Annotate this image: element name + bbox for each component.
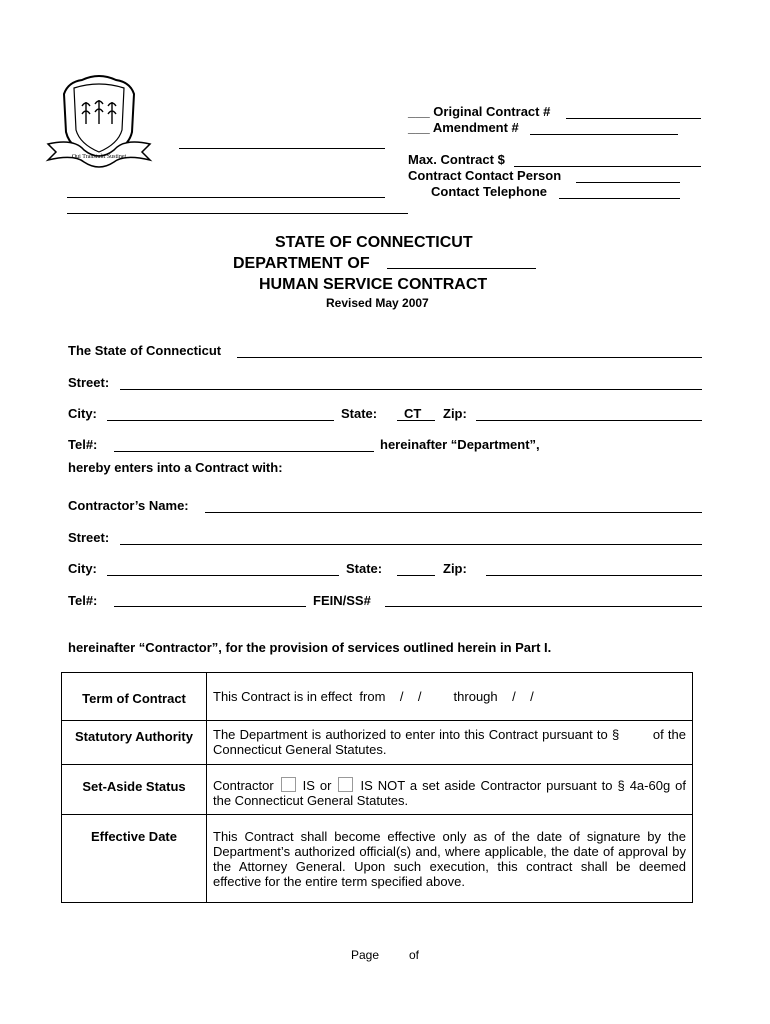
dept-street-field[interactable]	[120, 389, 702, 390]
contract-terms-table	[61, 672, 693, 903]
dept-zip-field[interactable]	[476, 420, 702, 421]
contractor-hereinafter: hereinafter “Contractor”, for the provision of services outlined herein in Part I.	[68, 640, 552, 655]
is-checkbox[interactable]	[281, 777, 296, 792]
statutory-value[interactable]: The Department is authorized to enter into this Contract pursuant to § of the Connecticut General Statutes.	[207, 721, 693, 765]
effective-date-label: Effective Date	[62, 815, 207, 903]
table-row	[62, 765, 693, 815]
contractor-name-label: Contractor’s Name:	[68, 498, 189, 513]
dept-tel-field[interactable]	[114, 451, 374, 452]
set-aside-label: Set-Aside Status	[62, 765, 207, 815]
svg-text:Qui Transtulit Sustinet: Qui Transtulit Sustinet	[71, 154, 127, 160]
dept-state-label: State:	[341, 406, 378, 421]
amendment-field[interactable]	[530, 134, 678, 135]
term-value[interactable]	[207, 673, 693, 721]
contractor-fein-label: FEIN/SS#	[313, 593, 371, 608]
contact-person-label: Contract Contact Person	[408, 168, 562, 183]
table-row	[62, 815, 693, 903]
term-through-text: through / /	[453, 689, 534, 704]
contractor-name-field[interactable]	[205, 512, 702, 513]
set-aside-is-not-text: IS NOT a set aside Contractor pursuant to § 4a-60g of the Connecticut General Statutes.	[213, 778, 686, 808]
term-from-text: This Contract is in effect from / /	[213, 689, 422, 704]
contractor-state-field[interactable]	[397, 575, 435, 576]
contractor-state-label: State:	[346, 561, 383, 576]
state-seal-icon	[44, 72, 154, 172]
contractor-tel-field[interactable]	[114, 606, 306, 607]
original-contract-field[interactable]	[566, 118, 701, 119]
contact-telephone-label: Contact Telephone	[431, 184, 548, 199]
contractor-city-field[interactable]	[107, 575, 339, 576]
contractor-tel-label: Tel#:	[68, 593, 98, 608]
table-row	[62, 721, 693, 765]
header-blank-1[interactable]	[179, 148, 385, 149]
dept-city-label: City:	[68, 406, 97, 421]
amendment-label: ___ Amendment #	[408, 120, 519, 135]
dept-street-label: Street:	[68, 375, 110, 390]
contractor-zip-label: Zip:	[443, 561, 467, 576]
contractor-fein-field[interactable]	[385, 606, 702, 607]
dept-city-field[interactable]	[107, 420, 334, 421]
max-contract-label: Max. Contract $	[408, 152, 505, 167]
set-aside-contractor-text: Contractor	[213, 778, 274, 793]
effective-date-value: This Contract shall become effective only as of the date of signature by the Department’s authorized official(s) and, where applicable, the date of approval by the Attorney General. Upon such execution, this contract shall be deemed effective for the entire term specified above.	[207, 815, 693, 903]
dept-name-field[interactable]	[237, 357, 702, 358]
dept-zip-label: Zip:	[443, 406, 467, 421]
dept-enters: hereby enters into a Contract with:	[68, 460, 283, 475]
header-blank-2[interactable]	[67, 197, 385, 198]
dept-hereinafter: hereinafter “Department”,	[380, 437, 540, 452]
set-aside-value	[207, 765, 693, 815]
page-label: Page	[351, 948, 380, 962]
is-not-checkbox[interactable]	[338, 777, 353, 792]
title-department: DEPARTMENT OF	[233, 255, 370, 272]
dept-state-value: CT	[404, 406, 422, 421]
original-contract-label: ___ Original Contract #	[408, 104, 551, 119]
max-contract-field[interactable]	[514, 166, 701, 167]
statutory-label: Statutory Authority	[62, 721, 207, 765]
table-row	[62, 673, 693, 721]
header-blank-3[interactable]	[67, 213, 408, 214]
page-of-label: of	[409, 948, 420, 962]
contact-telephone-field[interactable]	[559, 198, 680, 199]
dept-name-label: The State of Connecticut	[68, 343, 222, 358]
contractor-street-field[interactable]	[120, 544, 702, 545]
dept-state-field[interactable]	[397, 420, 435, 421]
dept-tel-label: Tel#:	[68, 437, 98, 452]
contractor-city-label: City:	[68, 561, 97, 576]
title-state: STATE OF CONNECTICUT	[275, 234, 473, 251]
contractor-street-label: Street:	[68, 530, 110, 545]
contact-person-field[interactable]	[576, 182, 680, 183]
title-contract: HUMAN SERVICE CONTRACT	[259, 276, 488, 293]
term-label: Term of Contract	[62, 673, 207, 721]
department-name-field[interactable]	[387, 268, 536, 269]
revised-date: Revised May 2007	[326, 296, 429, 310]
set-aside-is-text: IS or	[302, 778, 332, 793]
contractor-zip-field[interactable]	[486, 575, 702, 576]
